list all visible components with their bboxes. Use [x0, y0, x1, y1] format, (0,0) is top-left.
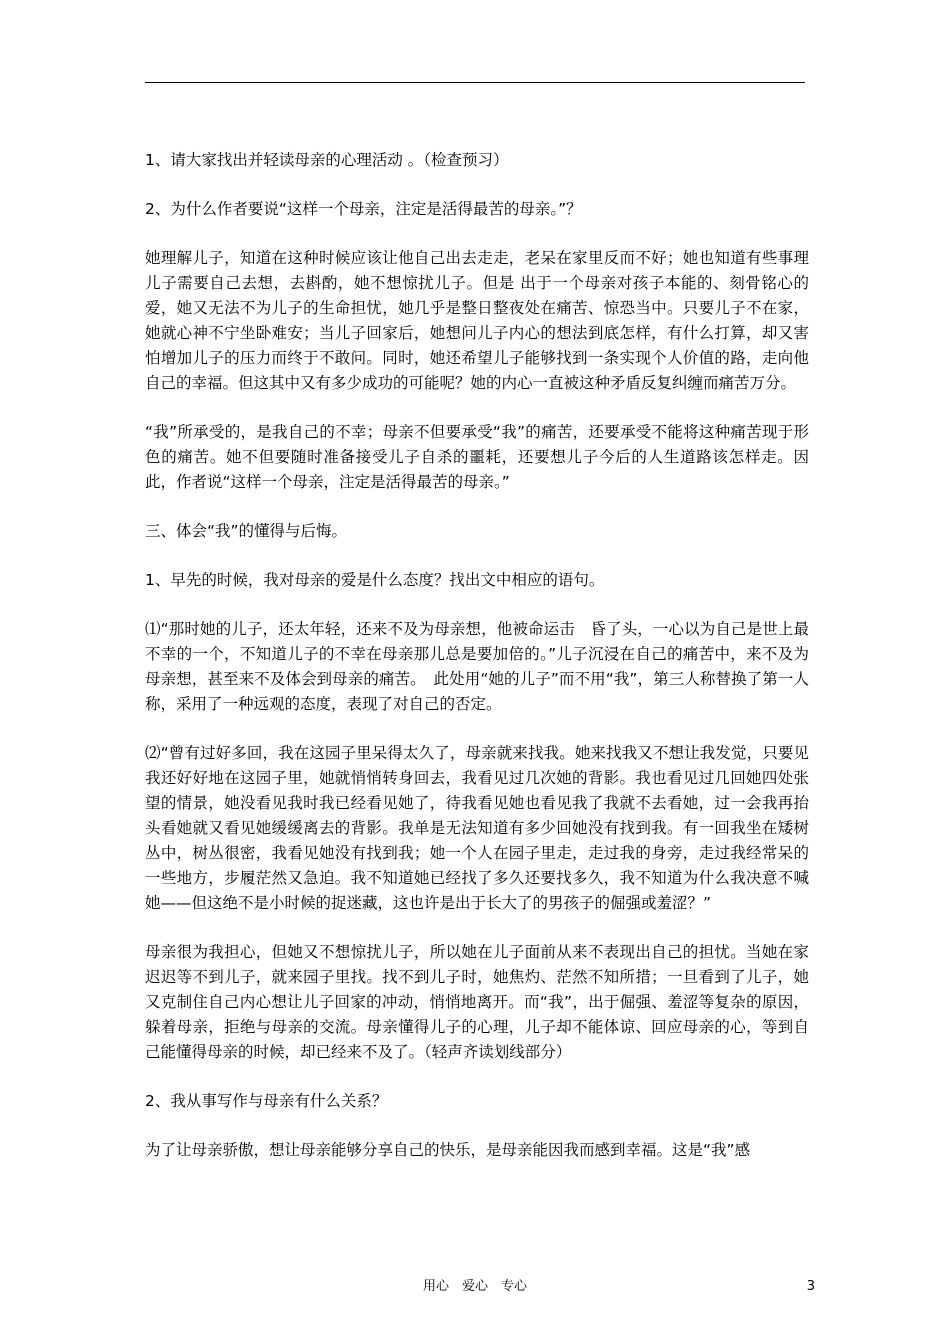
section-heading-3: 三、体会“我”的懂得与后悔。 — [145, 522, 348, 540]
quote-1: ⑴“那时她的儿子，还太年轻，还来不及为母亲想，他被命运击 昏了头，一心以为自己是世上最不幸的一个，不知道儿子的不幸在母亲那儿总是要加倍的。”儿子沉浸在自己的痛苦中，来不及为母亲想，甚至来不及体会到母亲的痛苦。 此处用“她的儿子”而不用“我”，第三人称替换了第一人称，采用了一种远观的态度，表现了对自己的否定。 — [145, 620, 809, 713]
question-2: 2、为什么作者要说“这样一个母亲，注定是活得最苦的母亲。”？ — [145, 200, 582, 218]
footer-slogan: 用心 爱心 专心 — [422, 1279, 527, 1294]
question-1: 1、请大家找出并轻读母亲的心理活动 。（检查预习） — [145, 151, 509, 169]
answer-paragraph-2: “我”所承受的，是我自己的不幸；母亲不但要承受“我”的痛苦，还要承受不能将这种痛苦现于形色的痛苦。她不但要随时准备接受儿子自杀的噩耗，还要想儿子今后的人生道路该怎样走。因此，作者说“这样一个母亲，注定是活得最苦的母亲。” — [145, 423, 809, 491]
answer-paragraph-3: 为了让母亲骄傲，想让母亲能够分享自己的快乐，是母亲能因我而感到幸福。这是“我”感 — [145, 1141, 751, 1159]
section-3-question-1: 1、早先的时候，我对母亲的爱是什么态度？找出文中相应的语句。 — [145, 571, 605, 589]
quote-2: ⑵“曾有过好多回，我在这园子里呆得太久了，母亲就来找我。她来找我又不想让我发觉，只要见我还好好地在这园子里，她就悄悄转身回去，我看见过几次她的背影。我也看见过几回她四处张望的情景，她没看见我时我已经看见她了，待我看见她也看见我了我就不去看她，过一会我再抬头看她就又看见她缓缓离去的背影。我单是无法知道有多少回她没有找到我。有一回我坐在矮树丛中，树丛很密，我看见她没有找到我；她一个人在园子里走，走过我的身旁，走过我经常呆的一些地方，步履茫然又急迫。我不知道她已经找了多久还要找多久，我不知道为什么我决意不喊她——但这绝不是小时候的捉迷藏，这也许是出于长大了的男孩子的倔强或羞涩？” — [145, 744, 809, 912]
section-3-question-2: 2、我从事写作与母亲有什么关系？ — [145, 1092, 388, 1110]
analysis-paragraph: 母亲很为我担心，但她又不想惊扰儿子，所以她在儿子面前从来不表现出自己的担忧。当她在家迟迟等不到儿子，就来园子里找。找不到儿子时，她焦灼、茫然不知所措；一旦看到了儿子，她又克制住自己内心想让儿子回家的冲动，悄悄地离开。而“我”，出于倔强、羞涩等复杂的原因，躲着母亲，拒绝与母亲的交流。母亲懂得儿子的心理，儿子却不能体谅、回应母亲的心，等到自己能懂得母亲的时候，却已经来不及了。（轻声齐读划线部分） — [145, 943, 809, 1061]
document-body — [145, 148, 809, 1163]
page-number: 3 — [806, 1279, 815, 1294]
header-rule — [145, 82, 805, 83]
answer-paragraph-1: 她理解儿子，知道在这种时候应该让他自己出去走走，老呆在家里反而不好；她也知道有些事理 儿子需要自己去想，去斟酌，她不想惊扰儿子。但是 出于一个母亲对孩子本能的、刻骨铭心的爱，她又无法不为儿子的生命担忧，她几乎是整日整夜处在痛苦、惊恐当中。只要儿子不在家，她就心神不宁坐卧难安；当儿子回家后，她想问儿子内心的想法到底怎样，有什么打算，却又害怕增加儿子的压力而终于不敢问。同时，她还希望儿子能够找到一条实现个人价值的路，走向他自己的幸福。但这其中又有多少成功的可能呢？她的内心一直被这种矛盾反复纠缠而痛苦万分。 — [145, 249, 809, 392]
